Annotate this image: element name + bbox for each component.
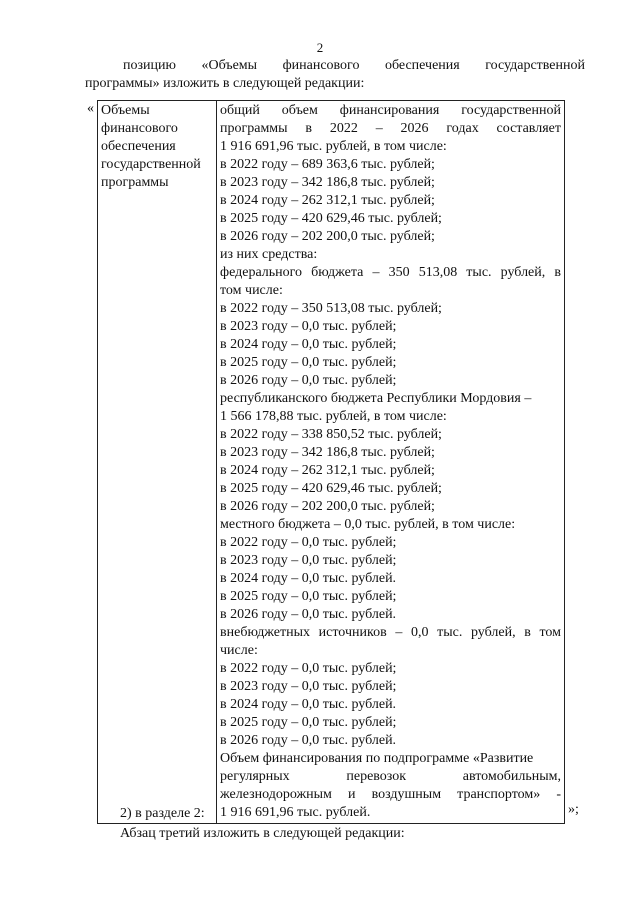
closing-quote: »; — [568, 802, 579, 817]
value-line: в 2025 году – 0,0 тыс. рублей; — [220, 355, 397, 370]
value-line: в 2025 году – 0,0 тыс. рублей; — [220, 715, 397, 730]
value-line: 1 566 178,88 тыс. рублей, в том числе: — [220, 409, 447, 424]
paragraph-abzac-three: Абзац третий изложить в следующей редакции: — [120, 826, 405, 841]
value-line: в 2023 году – 342 186,8 тыс. рублей; — [220, 175, 435, 190]
intro-line-1: позицию «Объемы финансового обеспечения государственной — [123, 58, 585, 73]
value-line: в 2023 году – 342 186,8 тыс. рублей; — [220, 445, 435, 460]
left-line: обеспечения — [101, 139, 176, 154]
value-line: в 2022 году – 350 513,08 тыс. рублей; — [220, 301, 442, 316]
value-line: 1 916 691,96 тыс. рублей. — [220, 805, 371, 820]
left-line: Объемы — [101, 103, 150, 118]
value-line: в 2026 году – 0,0 тыс. рублей. — [220, 607, 397, 622]
value-line: в 2024 году – 0,0 тыс. рублей. — [220, 697, 397, 712]
left-line: государственной — [101, 157, 201, 172]
left-line: финансового — [101, 121, 178, 136]
opening-quote: « — [87, 101, 94, 116]
value-line: в 2022 году – 0,0 тыс. рублей; — [220, 661, 397, 676]
value-line: в 2023 году – 0,0 тыс. рублей; — [220, 553, 397, 568]
left-line: программы — [101, 175, 169, 190]
value-line: регулярных перевозок автомобильным, — [220, 769, 561, 784]
value-line: республиканского бюджета Республики Мордовия – — [220, 391, 532, 406]
value-line: в 2025 году – 420 629,46 тыс. рублей; — [220, 211, 442, 226]
value-line: Объем финансирования по подпрограмме «Развитие — [220, 751, 534, 766]
funding-table — [97, 100, 565, 824]
value-line: в 2023 году – 0,0 тыс. рублей; — [220, 319, 397, 334]
value-line: программы в 2022 – 2026 годах составляет — [220, 121, 561, 136]
intro-line-2: программы» изложить в следующей редакции: — [85, 76, 365, 91]
value-line: местного бюджета – 0,0 тыс. рублей, в том числе: — [220, 517, 516, 532]
value-line: в 2023 году – 0,0 тыс. рублей; — [220, 679, 397, 694]
page-number: 2 — [316, 40, 324, 55]
value-line: в 2024 году – 0,0 тыс. рублей. — [220, 571, 397, 586]
value-line: в 2022 году – 0,0 тыс. рублей; — [220, 535, 397, 550]
table-row — [98, 101, 565, 824]
position-value-cell — [217, 101, 565, 824]
value-line: числе: — [220, 643, 258, 658]
value-line: в 2022 году – 338 850,52 тыс. рублей; — [220, 427, 442, 442]
value-line: в 2024 году – 262 312,1 тыс. рублей; — [220, 193, 435, 208]
paragraph-section-2: 2) в разделе 2: — [120, 806, 205, 821]
value-line: федерального бюджета – 350 513,08 тыс. рублей, в — [220, 265, 561, 280]
value-line: в 2026 году – 0,0 тыс. рублей. — [220, 733, 397, 748]
value-line: в 2024 году – 0,0 тыс. рублей; — [220, 337, 397, 352]
position-name-cell — [98, 101, 217, 824]
value-line: общий объем финансирования государственной — [220, 103, 561, 118]
value-line: в 2026 году – 202 200,0 тыс. рублей; — [220, 499, 435, 514]
intro-paragraph — [85, 57, 585, 93]
value-line: в 2026 году – 0,0 тыс. рублей; — [220, 373, 397, 388]
value-line: в 2026 году – 202 200,0 тыс. рублей; — [220, 229, 435, 244]
value-line: из них средства: — [220, 247, 318, 262]
value-line: в 2022 году – 689 363,6 тыс. рублей; — [220, 157, 435, 172]
value-line: внебюджетных источников – 0,0 тыс. рублей, в том — [220, 625, 561, 640]
value-line: железнодорожным и воздушным транспортом» - — [220, 787, 561, 802]
value-line: в 2025 году – 420 629,46 тыс. рублей; — [220, 481, 442, 496]
value-line: 1 916 691,96 тыс. рублей, в том числе: — [220, 139, 447, 154]
value-line: в 2025 году – 0,0 тыс. рублей; — [220, 589, 397, 604]
value-line: в 2024 году – 262 312,1 тыс. рублей; — [220, 463, 435, 478]
value-line: том числе: — [220, 283, 283, 298]
